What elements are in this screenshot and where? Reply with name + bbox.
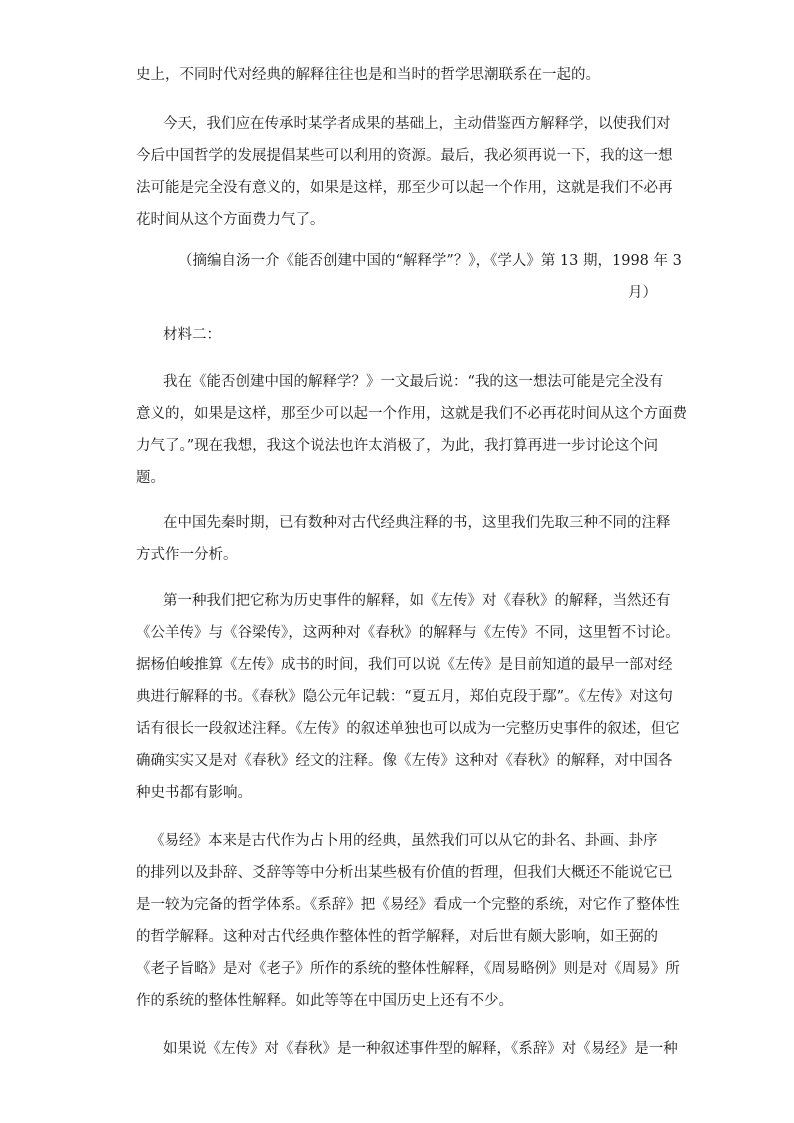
citation-line: （摘编自汤一介《能否创建中国的“解释学”？》，《学人》第 13 期，1998 年 3 [178,253,682,269]
paragraph-line: 在中国先秦时期，已有数种对古代经典注释的书，这里我们先取三种不同的注释 [163,515,671,531]
paragraph-line: 如果说《左传》对《春秋》是一种叙述事件型的解释，《系辞》对《易经》是一种 [163,1041,678,1057]
paragraph-line: 题。 [136,470,165,486]
paragraph-line: 作的系统的整体性解释。如此等等在中国历史上还有不少。 [136,993,513,1009]
paragraph-line: 的排列以及卦辞、爻辞等等中分析出某些极有价值的哲理，但我们大概还不能说它已 [136,865,673,881]
section-heading: 材料二： [163,327,221,343]
paragraph-line: 力气了。”现在我想，我这个说法也许太消极了，为此，我打算再进一步讨论这个问 [136,438,659,454]
paragraph-line: 今后中国哲学的发展提倡某些可以利用的资源。最后，我必须再说一下，我的这一想 [136,148,673,164]
paragraph-line: 花时间从这个方面费力气了。 [136,212,325,228]
paragraph-line: 典进行解释的书。《春秋》隐公元年记载：“夏五月，郑伯克段于鄢”。《左传》对这句 [136,689,673,705]
citation-line: 月） [628,285,657,301]
paragraph-line: 种史书都有影响。 [136,785,252,801]
paragraph-line: 法可能是完全没有意义的，如果是这样，那至少可以起一个作用，这就是我们不必再 [136,180,673,196]
paragraph-line: 方式作一分析。 [136,547,238,563]
paragraph-line: 据杨伯峻推算《左传》成书的时间，我们可以说《左传》是目前知道的最早一部对经 [136,657,673,673]
paragraph-line: 史上，不同时代对经典的解释往往也是和当时的哲学思潮联系在一起的。 [136,67,600,83]
paragraph-line: 话有很长一段叙述注释。《左传》的叙述单独也可以成为一完整历史事件的叙述，但它 [136,721,680,737]
paragraph-line: 第一种我们把它称为历史事件的解释，如《左传》对《春秋》的解释，当然还有 [163,593,671,609]
paragraph-line: 确确实实又是对《春秋》经文的注释。像《左传》这种对《春秋》的解释，对中国各 [136,753,673,769]
paragraph-line: 《易经》本来是古代作为占卜用的经典，虽然我们可以从它的卦名、卦画、卦序 [150,833,658,849]
paragraph-line: 《老子旨略》是对《老子》所作的系统的整体性解释，《周易略例》则是对《周易》所 [136,961,680,977]
paragraph-line: 我在《能否创建中国的解释学？》一文最后说：“我的这一想法可能是完全没有 [163,374,664,390]
paragraph-line: 《公羊传》与《谷梁传》，这两种对《春秋》的解释与《左传》不同，这里暂不讨论。 [136,625,680,641]
paragraph-line: 是一较为完备的哲学体系。《系辞》把《易经》看成一个完整的系统，对它作了整体性 [136,897,680,913]
paragraph-line: 今天，我们应在传承时某学者成果的基础上，主动借鉴西方解释学，以使我们对 [163,116,671,132]
paragraph-line: 意义的，如果是这样，那至少可以起一个作用，这就是我们不必再花时间从这个方面费 [136,406,687,422]
paragraph-line: 的哲学解释。这种对古代经典作整体性的哲学解释，对后世有颇大影响，如王弼的 [136,929,658,945]
